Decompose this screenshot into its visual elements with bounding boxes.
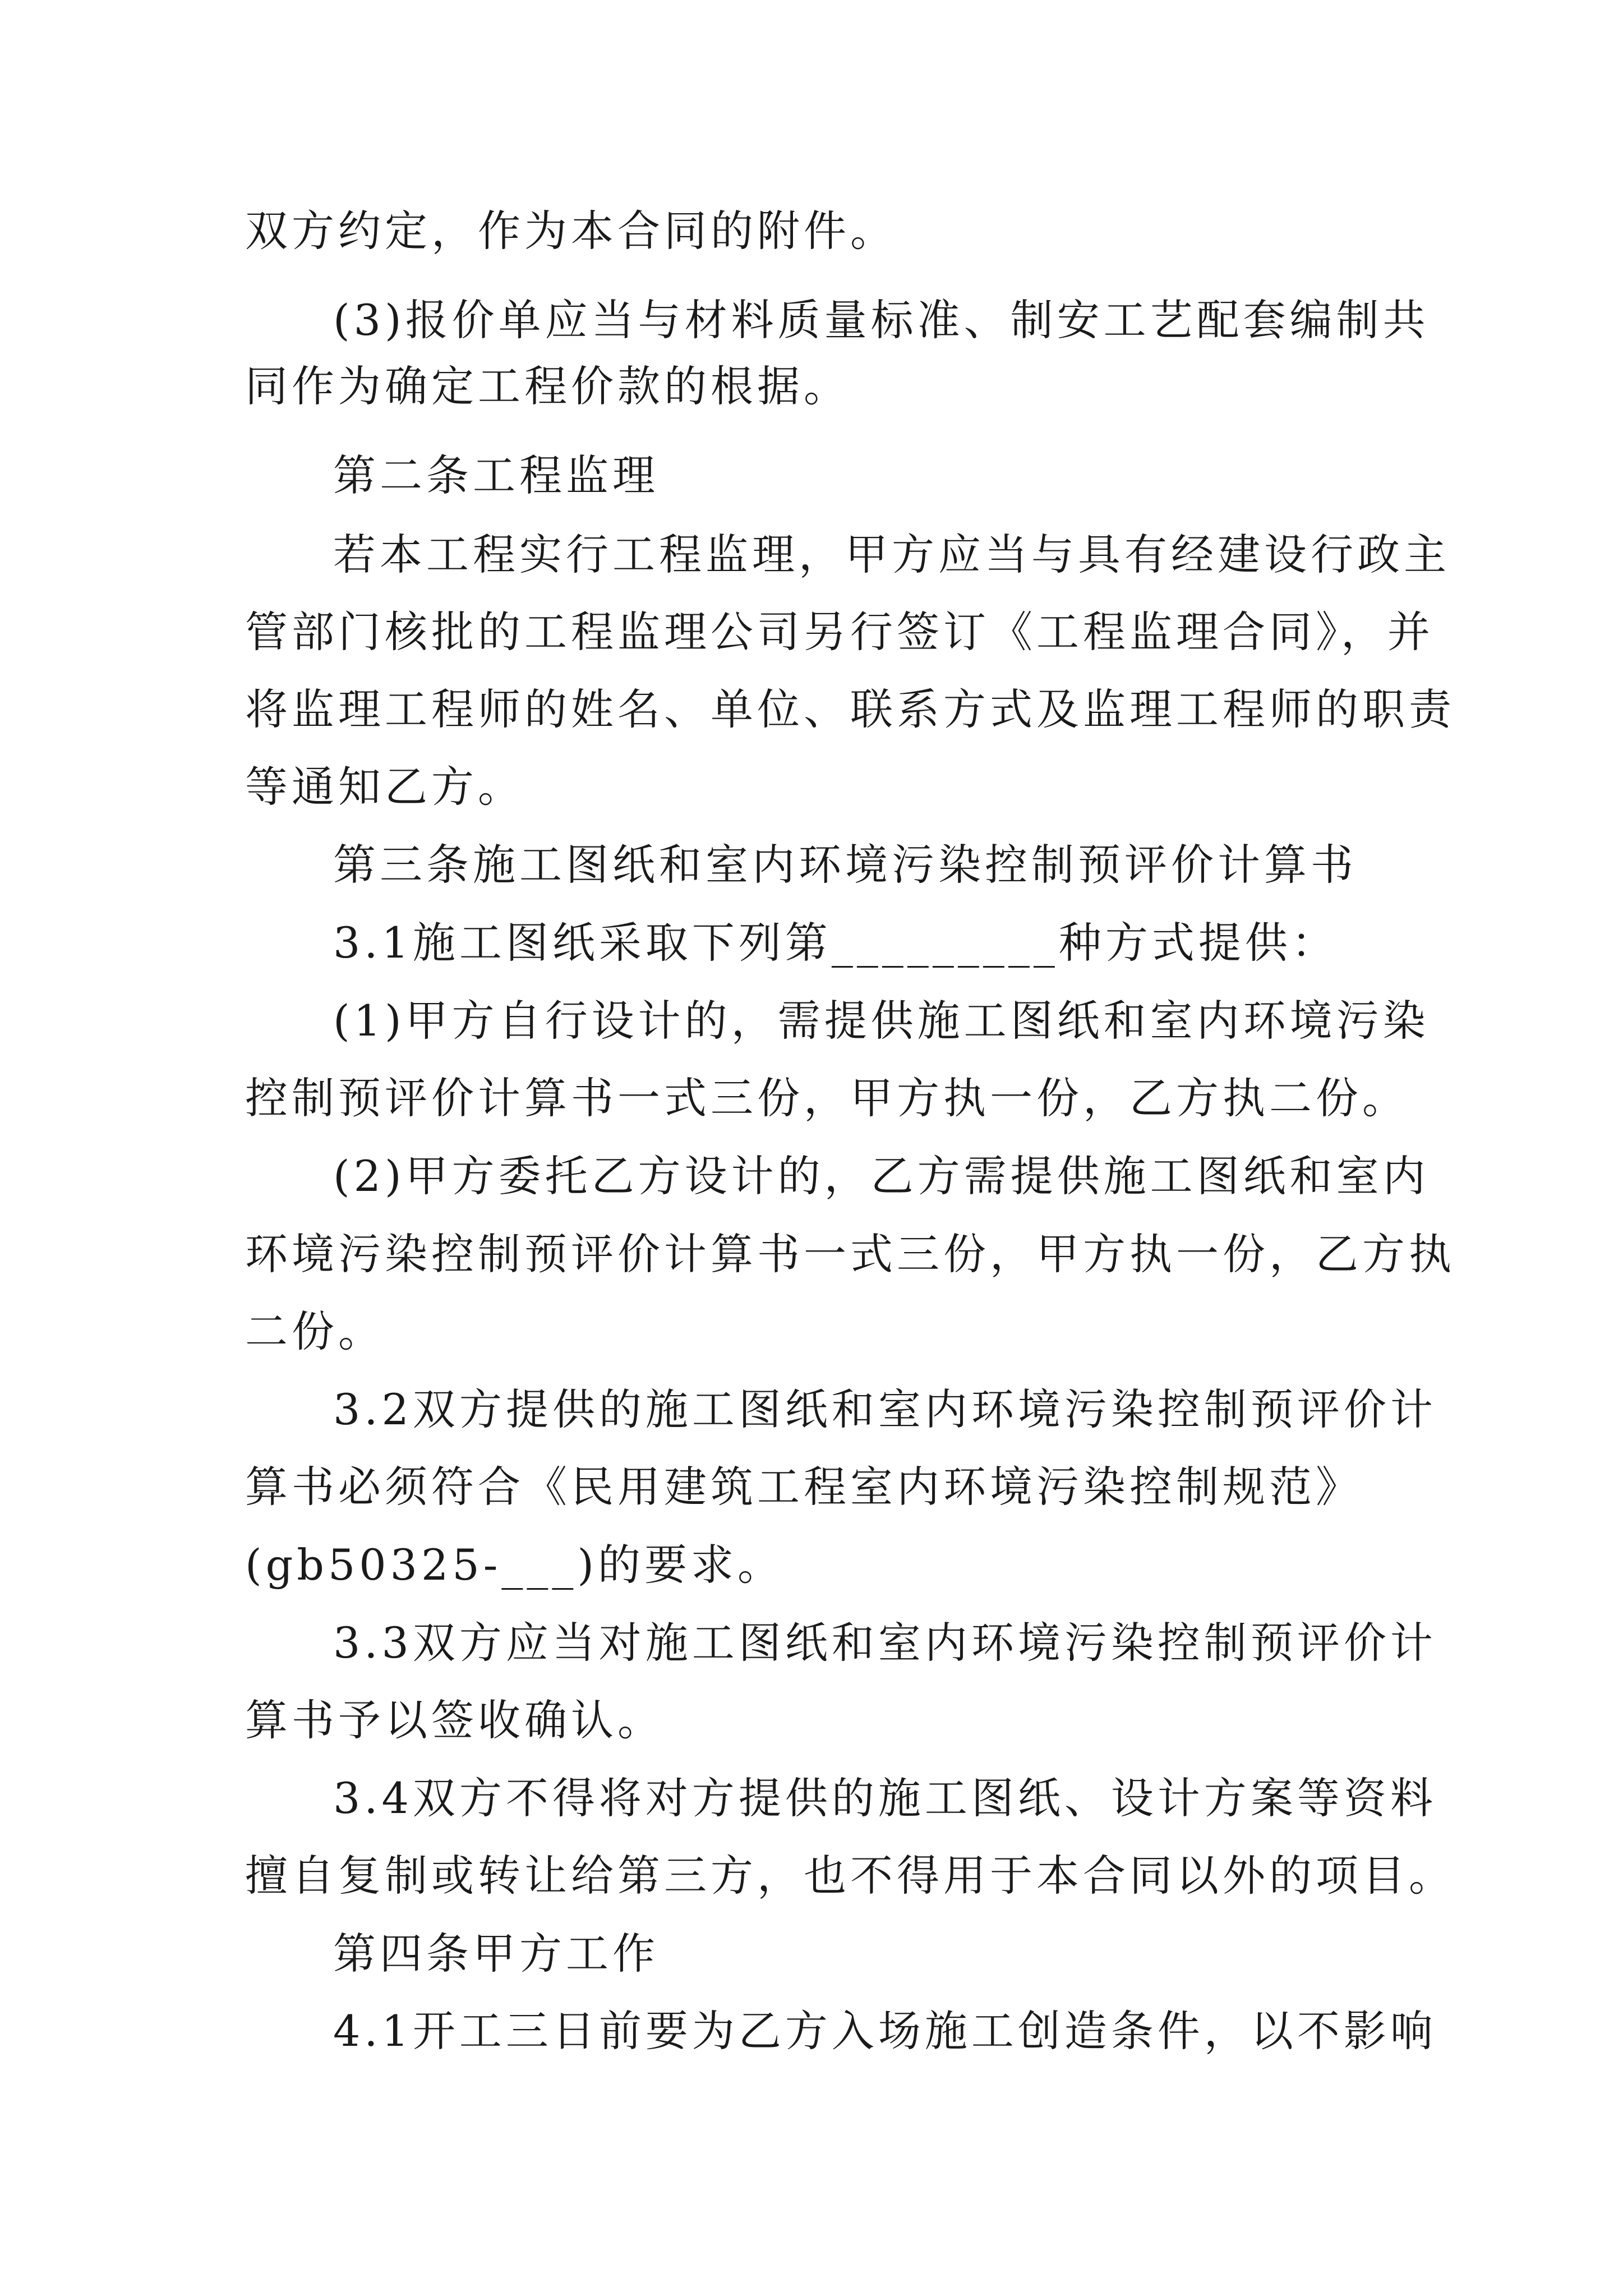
article-2-heading: 第二条工程监理 [333, 450, 659, 500]
body-text-line: 控制预评价计算书一式三份，甲方执一份，乙方执二份。 [245, 1073, 1409, 1123]
body-text-line: 同作为确定工程价款的根据。 [245, 361, 850, 411]
article-4-heading: 第四条甲方工作 [333, 1929, 659, 1978]
body-text-line: 管部门核批的工程监理公司另行签订《工程监理合同》，并 [245, 607, 1434, 657]
body-text-line: 若本工程实行工程监理，甲方应当与具有经建设行政主 [333, 530, 1450, 579]
clause-item-1: (1)甲方自行设计的，需提供施工图纸和室内环境污染 [333, 996, 1430, 1046]
body-text-line: 算书予以签收确认。 [245, 1695, 664, 1745]
body-text-line: 双方约定，作为本合同的附件。 [245, 206, 897, 256]
clause-3-2: 3.2双方提供的施工图纸和室内环境污染控制预评价计 [333, 1384, 1437, 1434]
article-3-heading: 第三条施工图纸和室内环境污染控制预评价计算书 [333, 840, 1357, 890]
body-text-line: 二份。 [245, 1306, 385, 1356]
clause-4-1: 4.1开工三日前要为乙方入场施工创造条件，以不影响 [333, 2006, 1437, 2056]
body-text-line: 将监理工程师的姓名、单位、联系方式及监理工程师的职责 [245, 684, 1455, 734]
body-text-line: (gb50325-___)的要求。 [245, 1540, 785, 1590]
body-text-line: 环境污染控制预评价计算书一式三份，甲方执一份，乙方执 [245, 1229, 1455, 1279]
body-text-line: 擅自复制或转让给第三方，也不得用于本合同以外的项目。 [245, 1851, 1455, 1901]
clause-3-4: 3.4双方不得将对方提供的施工图纸、设计方案等资料 [333, 1773, 1437, 1823]
clause-item-3: (3)报价单应当与材料质量标准、制安工艺配套编制共 [333, 295, 1430, 345]
body-text-line: 算书必须符合《民用建筑工程室内环境污染控制规范》 [245, 1462, 1362, 1512]
clause-3-3: 3.3双方应当对施工图纸和室内环境污染控制预评价计 [333, 1618, 1437, 1668]
clause-item-2: (2)甲方委托乙方设计的，乙方需提供施工图纸和室内 [333, 1151, 1430, 1201]
clause-3-1: 3.1施工图纸采取下列第_________种方式提供： [333, 918, 1338, 968]
body-text-line: 等通知乙方。 [245, 762, 524, 812]
